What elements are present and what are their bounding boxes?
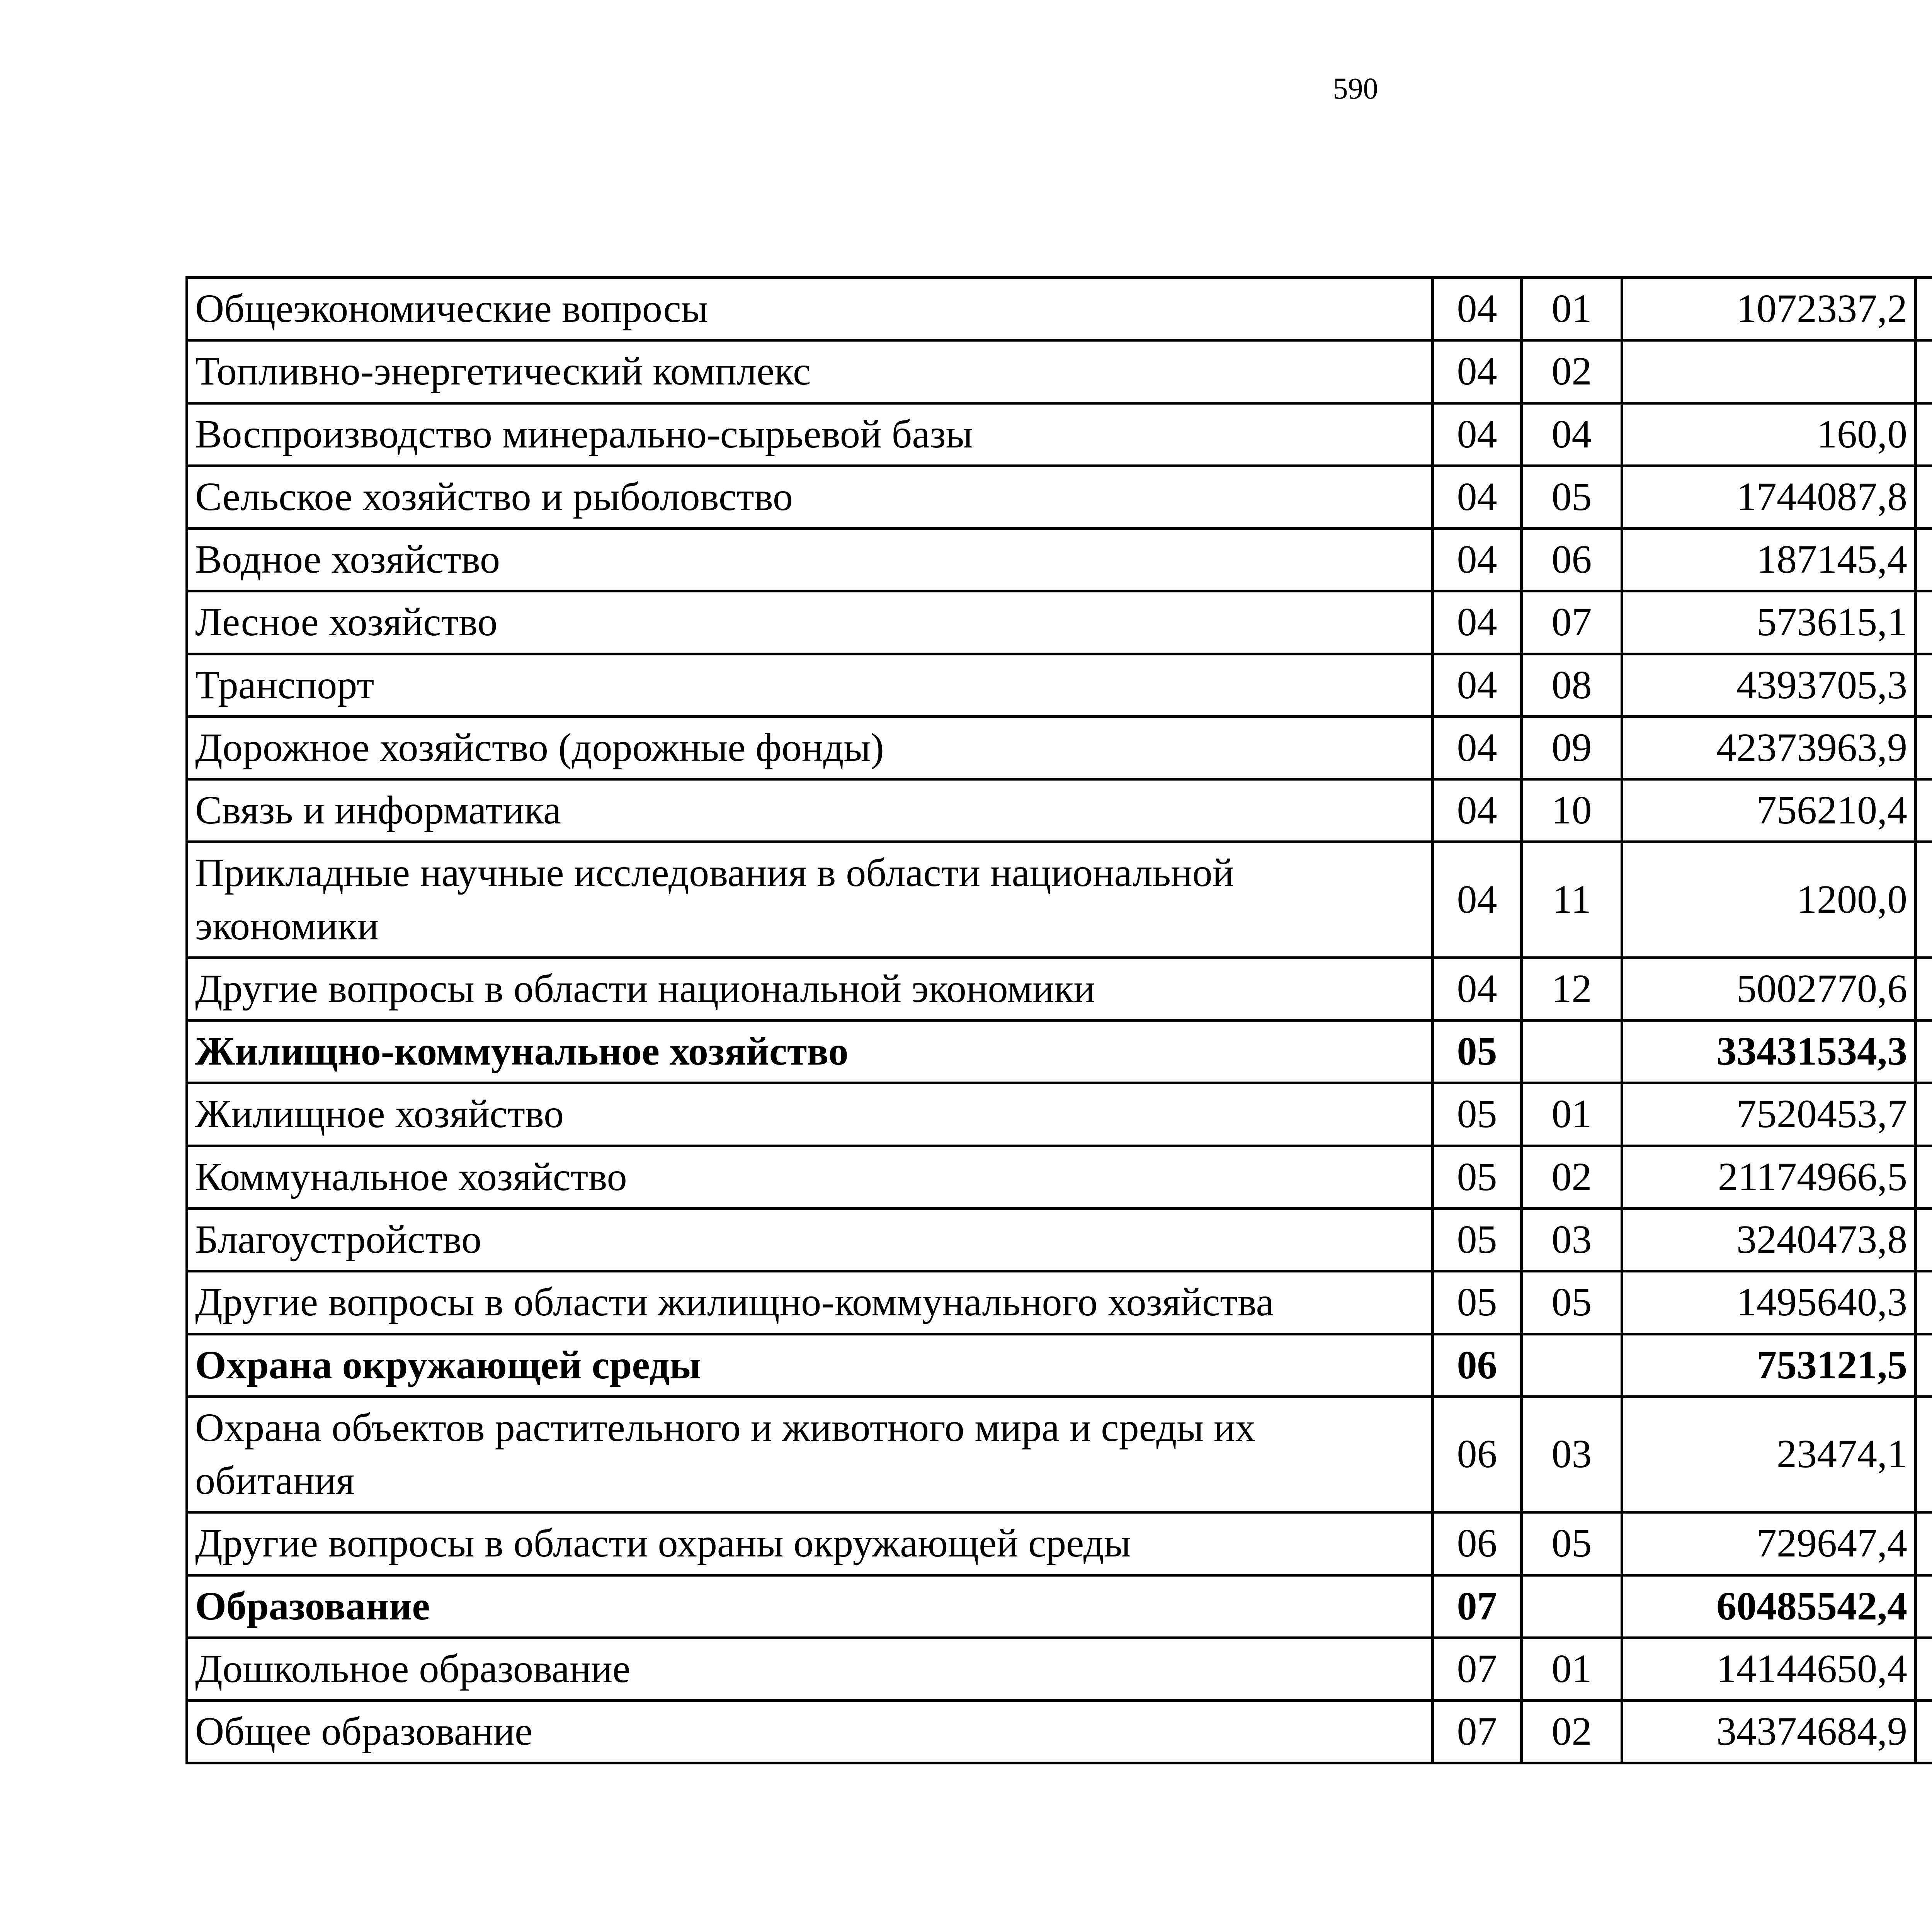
row-value-1-cell: 23474,1	[1622, 1397, 1916, 1512]
table-row	[187, 1208, 1932, 1271]
table-row	[187, 529, 1932, 591]
row-name-cell: Другие вопросы в области жилищно-коммунального хозяйства	[187, 1271, 1433, 1334]
row-subsection-code-cell: 05	[1522, 1271, 1622, 1334]
row-value-1-cell: 42373963,9	[1622, 716, 1916, 779]
row-value-1-cell: 4393705,3	[1622, 654, 1916, 716]
row-name-cell: Жилищное хозяйство	[187, 1083, 1433, 1146]
row-name-cell: Охрана объектов растительного и животного мира и среды их обитания	[187, 1397, 1433, 1512]
table-row	[187, 591, 1932, 654]
row-section-code-cell: 04	[1433, 466, 1522, 528]
row-name-cell: Топливно-энергетический комплекс	[187, 340, 1433, 403]
row-subsection-code-cell: 07	[1522, 591, 1622, 654]
row-section-code-cell: 04	[1433, 958, 1522, 1020]
table-row	[187, 1397, 1932, 1512]
row-name-cell: Жилищно-коммунальное хозяйство	[187, 1021, 1433, 1083]
table-row	[187, 1334, 1932, 1397]
row-value-1-cell: 160,0	[1622, 403, 1916, 466]
row-value-2-cell	[1916, 1397, 1932, 1512]
row-value-1-cell: 3240473,8	[1622, 1208, 1916, 1271]
table-row	[187, 1701, 1932, 1763]
row-section-code-cell: 07	[1433, 1638, 1522, 1700]
row-section-code-cell: 04	[1433, 403, 1522, 466]
row-section-code-cell: 07	[1433, 1701, 1522, 1763]
row-subsection-code-cell: 10	[1522, 779, 1622, 842]
row-name-cell: Воспроизводство минерально-сырьевой базы	[187, 403, 1433, 466]
row-section-code-cell: 07	[1433, 1575, 1522, 1638]
row-subsection-code-cell	[1522, 1575, 1622, 1638]
row-section-code-cell: 04	[1433, 340, 1522, 403]
row-value-2-cell	[1916, 340, 1932, 403]
table-row	[187, 1021, 1932, 1083]
row-value-1-cell: 753121,5	[1622, 1334, 1916, 1397]
row-value-2-cell	[1916, 1701, 1932, 1763]
row-name-cell: Водное хозяйство	[187, 529, 1433, 591]
row-value-2-cell	[1916, 1512, 1932, 1575]
row-subsection-code-cell: 01	[1522, 1638, 1622, 1700]
row-value-2-cell	[1916, 716, 1932, 779]
table-row	[187, 278, 1932, 340]
table-row	[187, 716, 1932, 779]
row-section-code-cell: 05	[1433, 1146, 1522, 1208]
row-value-1-cell: 1200,0	[1622, 842, 1916, 958]
row-name-cell: Другие вопросы в области охраны окружающей среды	[187, 1512, 1433, 1575]
row-subsection-code-cell: 01	[1522, 278, 1622, 340]
row-section-code-cell: 06	[1433, 1334, 1522, 1397]
table-row	[187, 958, 1932, 1020]
row-subsection-code-cell: 05	[1522, 1512, 1622, 1575]
row-value-2-cell	[1916, 1575, 1932, 1638]
row-section-code-cell: 05	[1433, 1021, 1522, 1083]
row-value-2-cell	[1916, 529, 1932, 591]
row-value-1-cell: 1744087,8	[1622, 466, 1916, 528]
row-subsection-code-cell: 12	[1522, 958, 1622, 1020]
table-row	[187, 842, 1932, 958]
row-name-cell: Дошкольное образование	[187, 1638, 1433, 1700]
row-name-cell: Прикладные научные исследования в области национальной экономики	[187, 842, 1433, 958]
table-row	[187, 1512, 1932, 1575]
row-section-code-cell: 04	[1433, 842, 1522, 958]
budget-table	[185, 276, 1932, 1764]
row-value-2-cell	[1916, 1334, 1932, 1397]
row-value-1-cell: 14144650,4	[1622, 1638, 1916, 1700]
row-name-cell: Образование	[187, 1575, 1433, 1638]
table-row	[187, 1638, 1932, 1700]
row-name-cell: Транспорт	[187, 654, 1433, 716]
row-section-code-cell: 04	[1433, 779, 1522, 842]
row-subsection-code-cell	[1522, 1334, 1622, 1397]
row-value-1-cell: 33431534,3	[1622, 1021, 1916, 1083]
row-subsection-code-cell: 08	[1522, 654, 1622, 716]
row-value-1-cell: 756210,4	[1622, 779, 1916, 842]
row-subsection-code-cell: 02	[1522, 340, 1622, 403]
row-subsection-code-cell	[1522, 1021, 1622, 1083]
row-subsection-code-cell: 02	[1522, 1701, 1622, 1763]
row-value-2-cell	[1916, 1638, 1932, 1700]
row-name-cell: Другие вопросы в области национальной экономики	[187, 958, 1433, 1020]
row-subsection-code-cell: 01	[1522, 1083, 1622, 1146]
row-section-code-cell: 04	[1433, 716, 1522, 779]
row-name-cell: Общеэкономические вопросы	[187, 278, 1433, 340]
row-name-cell: Благоустройство	[187, 1208, 1433, 1271]
row-value-2-cell	[1916, 466, 1932, 528]
row-value-2-cell	[1916, 842, 1932, 958]
budget-table-body	[187, 278, 1932, 1763]
row-value-1-cell: 21174966,5	[1622, 1146, 1916, 1208]
row-name-cell: Дорожное хозяйство (дорожные фонды)	[187, 716, 1433, 779]
row-value-1-cell: 60485542,4	[1622, 1575, 1916, 1638]
row-value-2-cell	[1916, 1146, 1932, 1208]
row-subsection-code-cell: 03	[1522, 1397, 1622, 1512]
row-value-1-cell: 573615,1	[1622, 591, 1916, 654]
row-value-1-cell: 1072337,2	[1622, 278, 1916, 340]
table-row	[187, 340, 1932, 403]
row-value-2-cell	[1916, 654, 1932, 716]
row-value-2-cell	[1916, 1208, 1932, 1271]
row-value-2-cell	[1916, 1083, 1932, 1146]
row-name-cell: Охрана окружающей среды	[187, 1334, 1433, 1397]
table-row	[187, 654, 1932, 716]
row-section-code-cell: 06	[1433, 1397, 1522, 1512]
row-section-code-cell: 06	[1433, 1512, 1522, 1575]
table-row	[187, 1271, 1932, 1334]
row-subsection-code-cell: 04	[1522, 403, 1622, 466]
row-value-2-cell	[1916, 958, 1932, 1020]
table-row	[187, 1575, 1932, 1638]
row-name-cell: Сельское хозяйство и рыболовство	[187, 466, 1433, 528]
row-value-1-cell: 729647,4	[1622, 1512, 1916, 1575]
table-row	[187, 403, 1932, 466]
row-subsection-code-cell: 09	[1522, 716, 1622, 779]
row-value-1-cell: 5002770,6	[1622, 958, 1916, 1020]
table-row	[187, 779, 1932, 842]
row-name-cell: Связь и информатика	[187, 779, 1433, 842]
table-row	[187, 1146, 1932, 1208]
row-value-2-cell	[1916, 278, 1932, 340]
row-section-code-cell: 04	[1433, 278, 1522, 340]
row-value-1-cell: 187145,4	[1622, 529, 1916, 591]
row-subsection-code-cell: 03	[1522, 1208, 1622, 1271]
row-name-cell: Общее образование	[187, 1701, 1433, 1763]
row-value-1-cell	[1622, 340, 1916, 403]
row-subsection-code-cell: 02	[1522, 1146, 1622, 1208]
row-value-1-cell: 7520453,7	[1622, 1083, 1916, 1146]
row-section-code-cell: 04	[1433, 591, 1522, 654]
row-value-2-cell	[1916, 779, 1932, 842]
row-subsection-code-cell: 05	[1522, 466, 1622, 528]
row-value-1-cell: 1495640,3	[1622, 1271, 1916, 1334]
row-section-code-cell: 04	[1433, 529, 1522, 591]
page-number: 590	[1333, 71, 1378, 105]
row-value-2-cell	[1916, 403, 1932, 466]
row-value-1-cell: 34374684,9	[1622, 1701, 1916, 1763]
row-section-code-cell: 05	[1433, 1083, 1522, 1146]
row-subsection-code-cell: 06	[1522, 529, 1622, 591]
row-name-cell: Лесное хозяйство	[187, 591, 1433, 654]
table-row	[187, 466, 1932, 528]
row-value-2-cell	[1916, 1021, 1932, 1083]
row-subsection-code-cell: 11	[1522, 842, 1622, 958]
row-section-code-cell: 05	[1433, 1271, 1522, 1334]
table-row	[187, 1083, 1932, 1146]
row-value-2-cell	[1916, 1271, 1932, 1334]
row-section-code-cell: 04	[1433, 654, 1522, 716]
row-value-2-cell	[1916, 591, 1932, 654]
row-name-cell: Коммунальное хозяйство	[187, 1146, 1433, 1208]
row-section-code-cell: 05	[1433, 1208, 1522, 1271]
